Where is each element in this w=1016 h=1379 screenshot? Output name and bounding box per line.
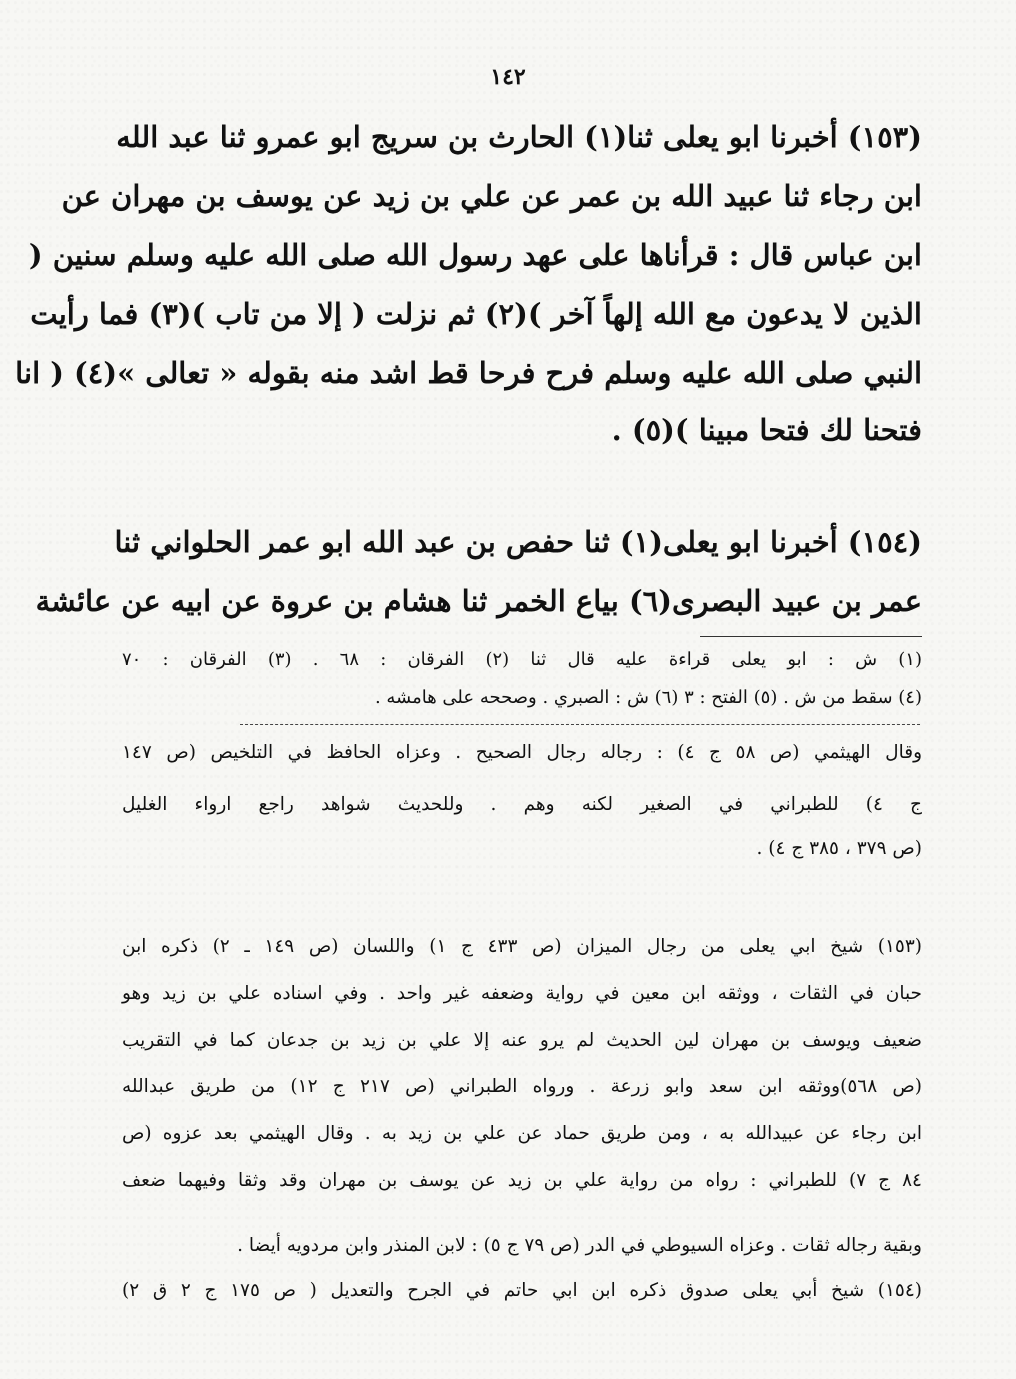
hadith-153-line-2: ابن رجاء ثنا عبيد الله بن عمر عن علي بن زيد عن يوسف بن مهران عن (61, 179, 922, 213)
footnote-separator-rule (700, 636, 922, 637)
commentary-153-line-4: (ص ٥٦٨)ووثقه ابن سعد وابو زرعة . ورواه الطبراني (ص ٢١٧ ج ١٢) من طريق عبدالله (122, 1076, 923, 1097)
commentary-154-line-1: (١٥٤) شيخ أبي يعلى صدوق ذكره ابن ابي حاتم في الجرح والتعديل ( ص ١٧٥ ج ٢ ق ٢) (122, 1280, 923, 1301)
hadith-154-line-2: عمر بن عبيد البصرى(٦) بياع الخمر ثنا هشام بن عروة عن ابيه عن عائشة (35, 584, 922, 618)
page-number: ١٤٢ (490, 64, 526, 90)
notes-line-2: ج ٤) للطبراني في الصغير لكنه وهم . وللحديث شواهد راجع ارواء الغليل (122, 794, 923, 815)
commentary-153-line-7: وبقية رجاله ثقات . وعزاه السيوطي في الدر (ص ٧٩ ج ٥) : لابن المنذر وابن مردويه أيضا . (237, 1235, 922, 1256)
commentary-153-line-3: ضعيف ويوسف بن مهران لين الحديث لم يرو عنه إلا علي بن زيد بن جدعان كما في التقريب (122, 1030, 922, 1051)
commentary-153-line-6: ٨٤ ج ٧) للطبراني : رواه من رواية علي بن زيد عن يوسف بن مهران وقد وثقا وفيهما ضعف (122, 1170, 922, 1191)
notes-line-1: وقال الهيثمي (ص ٥٨ ج ٤) : رجاله رجال الصحيح . وعزاه الحافظ في التلخيص (ص ١٤٧ (122, 742, 923, 763)
hadith-153-line-1: (١٥٣) أخبرنا ابو يعلى ثنا(١) الحارث بن سريج ابو عمرو ثنا عبد الله (116, 120, 922, 154)
footnote-line-2: (٤) سقط من ش . (٥) الفتح : ٣ (٦) ش : الصبري . وصححه على هامشه . (374, 687, 922, 708)
hadith-153-line-4: الذين لا يدعون مع الله إلهاً آخر )(٢) ثم نزلت ( إلا من تاب )(٣) فما رأيت (30, 297, 922, 331)
commentary-153-line-1: (١٥٣) شيخ ابي يعلى من رجال الميزان (ص ٤٣٣ ج ١) واللسان (ص ١٤٩ ـ ٢) ذكره ابن (122, 936, 923, 957)
commentary-153-line-2: حبان في الثقات ، ووثقه ابن معين في رواية وضعفه غير واحد . وفي اسناده علي بن زيد وهو (122, 983, 922, 1004)
hadith-153-line-3: ابن عباس قال : قرأناها على عهد رسول الله صلى الله عليه وسلم سنين ( (28, 238, 922, 272)
hadith-153-line-6: فتحنا لك فتحا مبينا )(٥) . (611, 413, 922, 447)
notes-line-3: (ص ٣٧٩ ، ٣٨٥ ج ٤) . (756, 838, 922, 859)
footnote-line-1: (١) ش : ابو يعلى قراءة عليه قال ثنا (٢) الفرقان : ٦٨ . (٣) الفرقان : ٧٠ (122, 649, 922, 670)
hadith-154-line-1: (١٥٤) أخبرنا ابو يعلى(١) ثنا حفص بن عبد الله ابو عمر الحلواني ثنا (114, 525, 922, 559)
commentary-153-line-5: ابن رجاء عن عبيدالله به ، ومن طريق حماد عن علي بن زيد به . وقال الهيثمي بعد عزوه (ص (122, 1123, 922, 1144)
hadith-153-line-5: النبي صلى الله عليه وسلم فرح فرحا قط اشد منه بقوله « تعالى »(٤) ( انا (15, 356, 922, 390)
notes-separator-rule (240, 724, 920, 725)
